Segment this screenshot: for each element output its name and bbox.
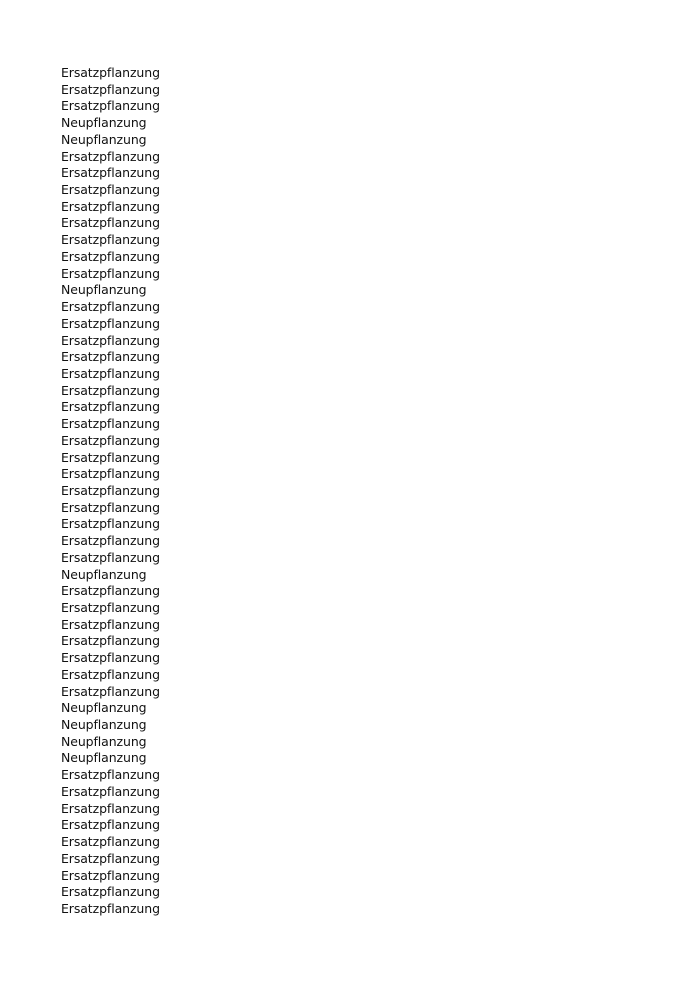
list-item: Ersatzpflanzung <box>61 265 160 281</box>
list-item: Ersatzpflanzung <box>61 633 160 649</box>
list-item: Ersatzpflanzung <box>61 466 160 482</box>
list-item: Ersatzpflanzung <box>61 650 160 666</box>
planting-type-list <box>61 65 160 918</box>
list-item: Neupflanzung <box>61 700 147 716</box>
list-item: Ersatzpflanzung <box>61 867 160 883</box>
list-item: Neupflanzung <box>61 115 147 131</box>
list-item: Ersatzpflanzung <box>61 182 160 198</box>
list-item: Ersatzpflanzung <box>61 616 160 632</box>
list-item: Ersatzpflanzung <box>61 198 160 214</box>
list-item: Ersatzpflanzung <box>61 432 160 448</box>
list-item: Ersatzpflanzung <box>61 382 160 398</box>
list-item: Neupflanzung <box>61 131 147 147</box>
list-item: Neupflanzung <box>61 750 147 766</box>
list-item: Neupflanzung <box>61 282 147 298</box>
list-item: Ersatzpflanzung <box>61 683 160 699</box>
list-item: Ersatzpflanzung <box>61 884 160 900</box>
list-item: Ersatzpflanzung <box>61 349 160 365</box>
list-item: Ersatzpflanzung <box>61 148 160 164</box>
list-item: Ersatzpflanzung <box>61 767 160 783</box>
list-item: Ersatzpflanzung <box>61 549 160 565</box>
list-item: Ersatzpflanzung <box>61 232 160 248</box>
list-item: Ersatzpflanzung <box>61 215 160 231</box>
list-item: Ersatzpflanzung <box>61 516 160 532</box>
list-item: Ersatzpflanzung <box>61 98 160 114</box>
list-item: Neupflanzung <box>61 733 147 749</box>
list-item: Ersatzpflanzung <box>61 416 160 432</box>
list-item: Ersatzpflanzung <box>61 800 160 816</box>
list-item: Ersatzpflanzung <box>61 600 160 615</box>
list-item: Ersatzpflanzung <box>61 783 160 799</box>
list-item: Neupflanzung <box>61 566 147 582</box>
list-item: Ersatzpflanzung <box>61 482 160 498</box>
list-item: Ersatzpflanzung <box>61 850 160 866</box>
list-item: Ersatzpflanzung <box>61 248 160 264</box>
list-item: Ersatzpflanzung <box>61 900 160 916</box>
list-item: Neupflanzung <box>61 717 147 733</box>
list-item: Ersatzpflanzung <box>61 399 160 415</box>
list-item: Ersatzpflanzung <box>61 666 160 682</box>
list-item: Ersatzpflanzung <box>61 449 160 465</box>
list-item: Ersatzpflanzung <box>61 332 160 348</box>
list-item: Ersatzpflanzung <box>61 299 160 315</box>
list-item: Ersatzpflanzung <box>61 533 160 549</box>
list-item: Ersatzpflanzung <box>61 817 160 833</box>
list-item: Ersatzpflanzung <box>61 65 160 80</box>
list-item: Ersatzpflanzung <box>61 583 160 599</box>
list-item: Ersatzpflanzung <box>61 315 160 331</box>
list-item: Ersatzpflanzung <box>61 834 160 850</box>
list-item: Ersatzpflanzung <box>61 81 160 97</box>
list-item: Ersatzpflanzung <box>61 165 160 181</box>
list-item: Ersatzpflanzung <box>61 499 160 515</box>
list-item: Ersatzpflanzung <box>61 365 160 381</box>
